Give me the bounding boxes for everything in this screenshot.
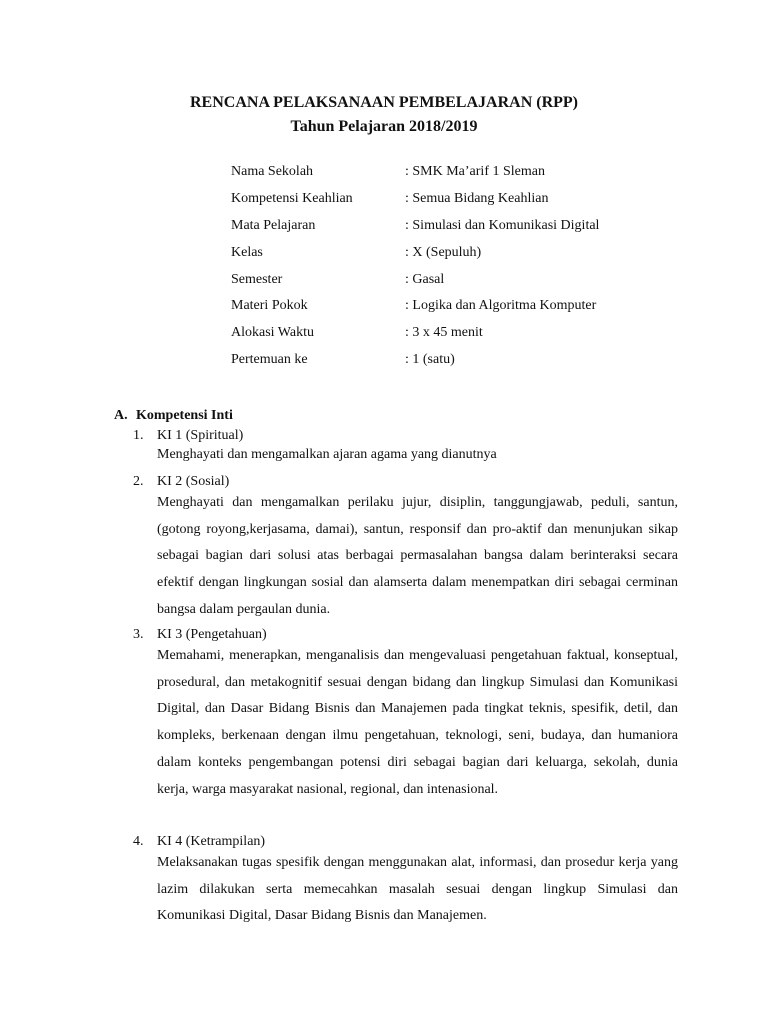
- document-subtitle: Tahun Pelajaran 2018/2019: [290, 118, 478, 135]
- section-heading-text: Kompetensi Inti: [136, 408, 233, 423]
- identity-label: Kelas: [231, 244, 263, 260]
- identity-label: Pertemuan ke: [231, 352, 308, 368]
- identity-label: Materi Pokok: [231, 298, 308, 314]
- identity-label: Kompetensi Keahlian: [231, 190, 353, 206]
- identity-value: : Logika dan Algoritma Komputer: [405, 298, 597, 314]
- identity-label: Nama Sekolah: [231, 164, 314, 179]
- list-item-number: 2.: [133, 474, 144, 489]
- list-item-title: KI 3 (Pengetahuan): [157, 627, 267, 642]
- identity-label: Alokasi Waktu: [231, 325, 314, 341]
- section-heading: [114, 406, 233, 426]
- identity-value: : 3 x 45 menit: [405, 325, 483, 341]
- identity-label: Mata Pelajaran: [231, 217, 316, 233]
- list-item-title: KI 1 (Spiritual): [157, 428, 244, 443]
- list-item-number: 4.: [133, 834, 144, 849]
- list-item-title: KI 4 (Ketrampilan): [157, 834, 266, 849]
- list-item-body: Memahami, menerapkan, menganalisis dan mengevaluasi pengetahuan faktual, konseptual, prosedural, dan metakognitif sesuai dengan bidang dan lingkup Simulasi dan Komunikasi Digital, dan Dasar Bidang Bisnis dan Manajemen pada tingkat teknis, spesifik, detil, dan kompleks, berkenaan dengan ilmu pengetahuan, teknologi, seni, budaya, dan humaniora dalam konteks pengembangan potensi diri sebagai bagian dari keluarga, sekolah, dunia kerja, warga masyarakat nasional, regional, dan intenasional.: [157, 648, 678, 797]
- identity-value: : Semua Bidang Keahlian: [405, 190, 549, 206]
- list-item-body: Melaksanakan tugas spesifik dengan menggunakan alat, informasi, dan prosedur kerja yang lazim dilakukan serta memecahkan masalah sesuai dengan lingkup Simulasi dan Komunikasi Digital, Dasar Bidang Bisnis dan Manajemen.: [157, 855, 678, 924]
- list-item-title: KI 2 (Sosial): [157, 474, 230, 489]
- identity-value: : Simulasi dan Komunikasi Digital: [405, 217, 600, 233]
- identity-value: : SMK Ma’arif 1 Sleman: [405, 164, 545, 179]
- identity-value: : Gasal: [405, 271, 445, 287]
- list-item-body: Menghayati dan mengamalkan ajaran agama yang dianutnya: [157, 447, 497, 462]
- document-title: RENCANA PELAKSANAAN PEMBELAJARAN (RPP): [190, 94, 578, 111]
- section-letter: A.: [114, 408, 128, 423]
- list-item-number: 1.: [133, 428, 144, 443]
- identity-label: Semester: [231, 271, 283, 287]
- list-item-body: Menghayati dan mengamalkan perilaku jujur, disiplin, tanggungjawab, peduli, santun, (gotong royong,kerjasama, damai), santun, responsif dan pro-aktif dan menunjukan sikap sebagai bagian dari solusi atas berbagai permasalahan bangsa dalam berinteraksi secara efektif dengan lingkungan sosial dan alamserta dalam menempatkan diri sebagai cerminan bangsa dalam pergaulan dunia.: [157, 495, 678, 617]
- identity-value: : X (Sepuluh): [405, 244, 482, 260]
- identity-value: : 1 (satu): [405, 352, 455, 368]
- list-item-number: 3.: [133, 627, 144, 642]
